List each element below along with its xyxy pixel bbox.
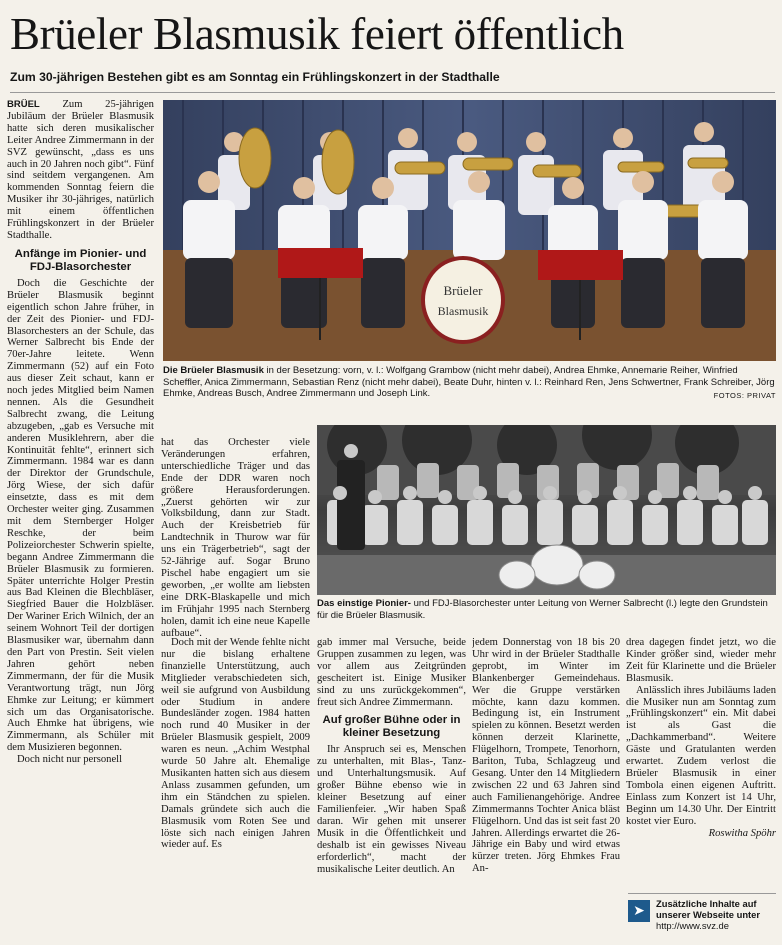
- divider: [10, 92, 775, 93]
- paragraph: hat das Orchester viele Veränderungen erfahren, unterschiedliche Träger und das Ende der DDR waren noch größere Herausforderungen. „Zuerst gehörten wir zur Volksbildung, dann zur Stadt. Auch der Kreisbetrieb für Landtechnik in Thurow war für uns ein Trägerbetrieb“, sagt der 52-Jährige auf. Sogar Bruno Pischel habe engagiert um sie geworben, „er wollte am liebsten eine DRK-Blaskapelle und mich im Frühjahr 1995 nach Sternberg holen, damit ich eine neue Kapelle aufbaue“.: [161, 437, 310, 637]
- cursor-arrow-icon: ➤: [628, 900, 650, 922]
- author-byline: Roswitha Spöhr: [708, 827, 776, 839]
- band-photo-illustration: [163, 100, 776, 361]
- web-content-link-box[interactable]: [628, 893, 776, 937]
- article-column-3: [317, 637, 466, 937]
- paragraph: Anlässlich ihres Jubiläums laden die Musiker nun am Sonntag zum „Frühlingskonzert“ ein. Mit dabei ist als Gast die „Dachkammerband“. Weitere Gäste und Gratulanten werden erwartet. Zudem verlost die Brüeler Blasmusik in einer Tombola einen eigenen Auftritt. Einlass zum Konzert ist 14 Uhr, Beginn um 14.30 Uhr. Der Eintritt kostet vier Euro.: [626, 684, 776, 827]
- band-photo-current: [163, 100, 776, 361]
- lead-paragraph: [7, 99, 154, 242]
- article-column-5: [626, 637, 776, 893]
- paragraph: drea dagegen findet jetzt, wo die Kinder größer sind, wieder mehr Zeit für Klarinette und die Brüeler Blasmusik.: [626, 637, 776, 684]
- paragraph: jedem Donnerstag von 18 bis 20 Uhr wird in der Brüeler Stadthalle geprobt, im Winter im Blankenberger Gemeindehaus. Wer die Gruppe verstärken möchte, kann dazu kommen. Bedingung ist, ein Instrument spielen zu können. Besetzt werden können derzeit Klarinette, Flügelhorn, Trompete, Tenorhorn, Bariton, Tuba, Schlagzeug und Gesang. Unter den 14 Mitgliedern zwischen 22 und 63 Jahren sind auch Familienangehörige. Andree Zimmermanns Tochter Anica bläst Flügelhorn. Und das ist seit fast 20 Jahren. Allerdings erwartet die 26-Jährige ein Baby und wird etwas kürzer treten. Jörg Ehmkes Frau An-: [472, 637, 620, 875]
- article-column-2-top: [161, 437, 310, 637]
- paragraph: Doch mit der Wende fehlte nicht nur die bislang erhaltene finanzielle Unterstützung, auch Mitglieder verabschiedeten sich, weil sie aufgrund von Ausbildung oder Studium in andere Bundesländer zogen. 1984 hatten noch rund 40 Musiker in der Brüeler Blasmusik gespielt, 2009 waren es neun. „Achim Westphal wurde 50 Jahre alt. Ehemalige Musikanten hatten sich aus diesem Anlass zusammen gefunden, um ihm ein Ständchen zu spielen. Damals gründete sich auch die Blasmusik vom Roten See und löste sich nach einigen Jahren wieder auf. Es: [161, 637, 310, 851]
- paragraph: gab immer mal Versuche, beide Gruppen zusammen zu legen, was vor allem aus Zeitgründen gescheitert ist. Einige Musiker sind zu uns zurückgekommen“, freut sich Andree Zimmermann.: [317, 637, 466, 708]
- article-column-2: [161, 637, 310, 937]
- link-line-2: unserer Webseite unter: [656, 909, 761, 920]
- article-subheadline: Zum 30-jährigen Bestehen gibt es am Sonntag ein Frühlingskonzert in der Stadthalle: [10, 70, 500, 84]
- lead-text: Zum 25-jährigen Jubiläum der Brüeler Blasmusik hatte sich deren musikalischer Leiter Andree Zimmermann in der SVZ gewünscht, „dass es uns auch in 20 Jahren noch gibt“. Fünf sind seitdem vergangenen. Am kommenden Sonntag feiern die Musiker ihr 30-jähriges, natürlich mit einem öffentlichen Frühlingskonzert in der Brüeler Stadthalle.: [7, 99, 154, 241]
- website-url-link[interactable]: http://www.svz.de: [656, 920, 729, 931]
- band-photo-historic: [317, 425, 776, 595]
- article-headline: Brüeler Blasmusik feiert öffentlich: [10, 9, 624, 59]
- article-column-1: [7, 99, 154, 937]
- caption-text: und FDJ-Blasorchester unter Leitung von Werner Salbrecht (l.) legte den Grundstein für die Brüeler Blasmusik.: [317, 598, 768, 621]
- paragraph: Ihr Anspruch sei es, Menschen zu unterhalten, mit Blas-, Tanz- und Unterhaltungsmusik. Auf großer Bühne ebenso wie in kleiner Besetzung auf einer Familienfeier. „Wir haben Spaß daran. Wir gehen mit unserer Musik in die Öffentlichkeit und deshalb ist ein gewisses Niveau erforderlich“, macht der musikalische Leiter deutlich. An: [317, 744, 466, 875]
- drum-label-bottom: Blasmusik: [437, 304, 489, 318]
- photo-caption-historic: [317, 598, 776, 621]
- caption-lead: Das einstige Pionier-: [317, 598, 411, 609]
- drum-label-top: Brüeler: [443, 283, 483, 298]
- subheading-stage: Auf großer Bühne oder in kleiner Besetzung: [322, 714, 461, 740]
- photo-credit: FOTOS: PRIVAT: [713, 391, 776, 400]
- subheading-beginnings: Anfänge im Pionier- und FDJ-Blasorchester: [14, 247, 147, 273]
- paragraph: Doch nicht nur personell: [17, 754, 123, 766]
- link-text-block: [656, 898, 760, 931]
- caption-lead: Die Brüeler Blasmusik: [163, 365, 264, 376]
- caption-text: in der Besetzung: vorn, v. l.: Wolfgang Grambow (nicht mehr dabei), Andrea Ehmke, Annemarie Reiher, Winfried Scheffler, Anica Zimmermann, Sebastian Renz (nicht mehr dabei), Beate Duhr, hinten v. l.: Reinhard Ren, Jens Schwertner, Frank Schreiber, Jörg Ehmke, Andreas Busch, Andree Zimmermann und Joseph Link.: [163, 365, 775, 399]
- link-line-1: Zusätzliche Inhalte auf: [656, 898, 757, 909]
- dateline: BRÜEL: [7, 99, 40, 110]
- historic-photo-illustration: [317, 425, 776, 595]
- article-column-4: [472, 637, 620, 937]
- paragraph: Doch die Geschichte der Brüeler Blasmusik beginnt eigentlich schon Jahre früher, in der Zeit des Pionier- und FDJ-Blasorchesters an der Schule, das Werner Salbrecht bis Ende der 70er-Jahre leitete. Wenn Zimmermann (52) auf ein Foto aus dieser Zeit schaut, kann er noch jedes Mitglied beim Namen nennen. Als die Gesundheit Salbrecht zwang, die Leitung abzugeben, „gab es Versuche mit anderen Musiklehrern, aber die Kontinuität fehlte“, erinnert sich Zimmermann. 1984 war es dann der Direktor der Grundschule, Jörg Wiese, der sich dafür einsetzte, dass es mit dem Orchester weiter ging. Zusammen mit dem Sternberger Holger Reschke, der beim Polizeiorchester Schwerin spielte, begann Andree Zimmermann die Brüeler Blasmusik zu formieren. Später unterrichte Holger Prestin aus Bad Kleinen die Blechbläser, Siegfried Bauer die Holzbläser. Der Wariner Erich Wilnich, der an seinem Wohnort Teil der dortigen Blasmusiker war, übernahm dann den Part von Prestin. Seit vielen Jahren gehört neben Zimmermann, der für die Musik Verantwortung trägt, nun Jörg Ehmke zur Leitung; er kümmert sich um das Organisatorische. Auch Ehmke hat übrigens, wie Zimmermann, als Schüler mit dem Musizieren begonnen.: [7, 277, 154, 754]
